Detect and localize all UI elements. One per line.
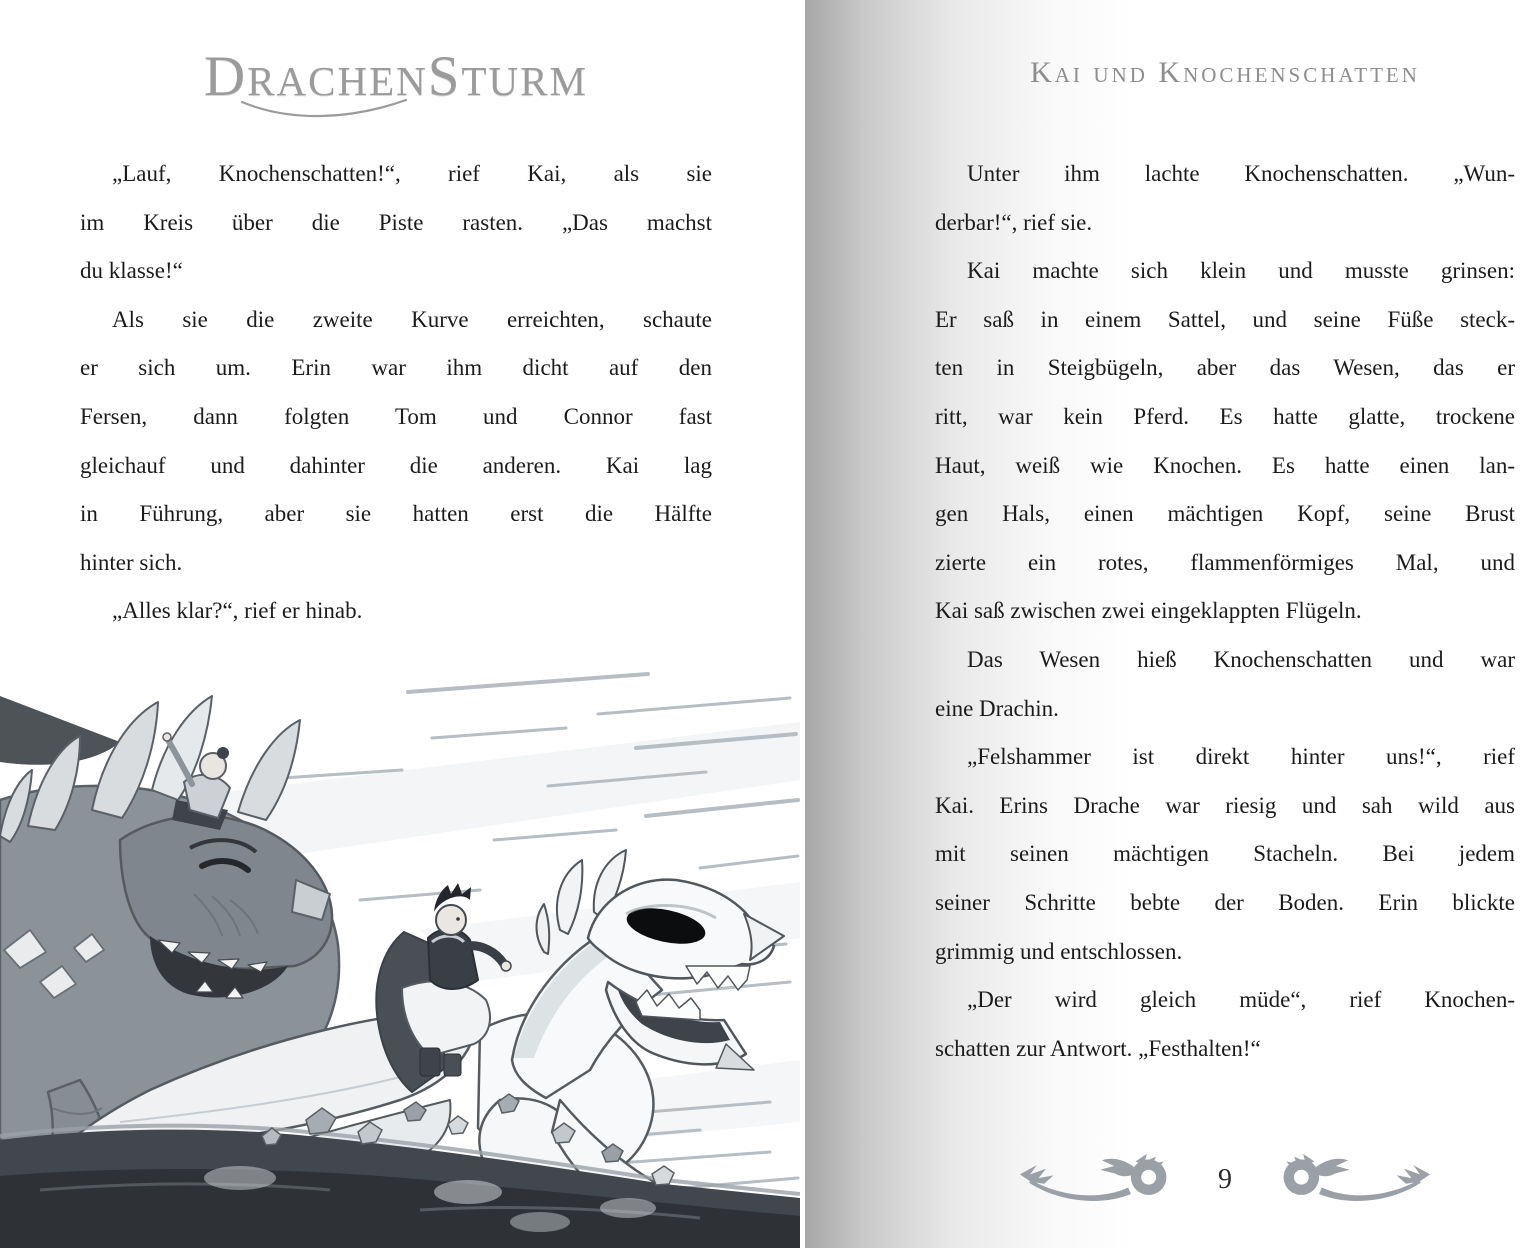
left-text-column <box>80 150 712 636</box>
text-line: Kai machte sich klein und musste grinsen: <box>967 258 1515 284</box>
text-line: seiner Schritte bebte der Boden. Erin blickte <box>935 889 1515 915</box>
logo-part-rachen: RACHEN <box>247 58 428 104</box>
book-title-header <box>80 45 712 108</box>
text-line: gen Hals, einen mächtigen Kopf, seine Brust <box>935 501 1515 527</box>
text-line: eine Drachin. <box>935 695 1059 721</box>
text-line: er sich um. Erin war ihm dicht auf den <box>80 355 712 381</box>
text-line: Haut, weiß wie Knochen. Es hatte einen lan- <box>935 452 1515 478</box>
illustration-svg <box>0 630 800 1248</box>
logo-swash-flourish <box>240 98 410 124</box>
logo-letter-s: S <box>427 45 462 108</box>
text-line: Fersen, dann folgten Tom und Connor fast <box>80 403 712 429</box>
text-line: hinter sich. <box>80 549 183 575</box>
text-line: gleichauf und dahinter die anderen. Kai lag <box>80 452 712 478</box>
text-line: in Führung, aber sie hatten erst die Hälfte <box>80 501 712 527</box>
chapter-title: Kai und Knochenschatten <box>1030 56 1420 89</box>
logo-part-turm: TURM <box>461 58 588 104</box>
text-line: mit seinen mächtigen Stacheln. Bei jedem <box>935 841 1515 867</box>
book-logo <box>204 45 588 108</box>
page-number: 9 <box>1218 1164 1232 1195</box>
text-line: Das Wesen hieß Knochenschatten und war <box>967 646 1515 672</box>
text-line: im Kreis über die Piste rasten. „Das machst <box>80 209 712 235</box>
text-line: ten in Steigbügeln, aber das Wesen, das er <box>935 355 1515 381</box>
text-line: „Felshammer ist direkt hinter uns!“, rief <box>967 744 1515 770</box>
text-line: grimmig und entschlossen. <box>935 938 1183 964</box>
text-line: Unter ihm lachte Knochenschatten. „Wun- <box>967 161 1515 186</box>
text-line: Er saß in einem Sattel, und seine Füße steck- <box>935 306 1515 332</box>
text-line: „Der wird gleich müde“, rief Knochen- <box>967 987 1515 1013</box>
text-line: „Alles klar?“, rief er hinab. <box>112 598 363 624</box>
text-line: Kai. Erins Drache war riesig und sah wild aus <box>935 792 1515 818</box>
chapter-header <box>935 56 1515 90</box>
page-footer <box>935 1152 1515 1208</box>
text-line: du klasse!“ <box>80 258 183 284</box>
dragon-ornament-left-icon <box>1016 1152 1188 1208</box>
dragon-ornament-right-icon <box>1262 1152 1434 1208</box>
right-text-column <box>935 150 1515 1073</box>
text-line: Kai saß zwischen zwei eingeklappten Flügeln. <box>935 598 1362 624</box>
illustration-dragons-racing <box>0 630 800 1248</box>
text-line: Als sie die zweite Kurve erreichten, schaute <box>112 306 712 332</box>
text-line: ritt, war kein Pferd. Es hatte glatte, trockene <box>935 403 1515 429</box>
text-line: zierte ein rotes, flammenförmiges Mal, und <box>935 549 1515 575</box>
text-line: „Lauf, Knochenschatten!“, rief Kai, als sie <box>112 161 712 186</box>
text-line: derbar!“, rief sie. <box>935 209 1093 235</box>
text-line: schatten zur Antwort. „Festhalten!“ <box>935 1035 1261 1061</box>
right-page <box>805 0 1520 1248</box>
logo-letter-d: D <box>204 45 248 108</box>
